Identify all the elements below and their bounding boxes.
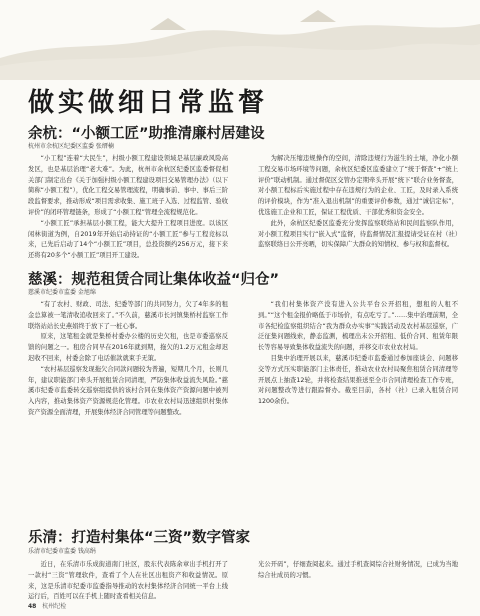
paragraph: “小额工匠”承担基层小额工程，能大大提升工程项目进度。以该区闲林街道为例，自2019年开始启动持证的“小额工匠”参与工程竞标以来，已先后启动了14个“小额工匠”项目，总投资额约256万元，接下来还将有20多个“小额工匠”项目开工建设。 [28,219,228,260]
page-title: 做实做细日常监督 [28,88,269,118]
page-footer [28,601,66,610]
section-1-right-column [258,154,458,264]
section-byline-yueqing: 乐清市纪委市监委 钱高绢 [28,548,96,555]
paragraph: “我们村集体资产没有进入公共平台公开招租，想租的人租不到。”“这个租金报价略低于市场价，有点吃亏了。”……集中治理前期，全市各纪检监察组织结合“我为群众办实事”实践活动及农村基层巡察，广泛征集问题线索，静态监测，梳理出未公开招租、低价合同、租赁年限长等容易导致集体收益流失的问题，并移交市农业农村局。 [258,301,458,352]
section-title-yueqing: 乐清：打造村集体“三资”数字管家 [28,530,251,546]
section-2-right-column [258,300,458,504]
section-byline-yuhang: 杭州市余杭区纪委区监委 张缙楠 [28,143,114,150]
paragraph: 为解决压缩违规操作的空间，清除违规行为滋生的土壤，净化小额工程交易市场环境等问题，余杭区纪委区监委建立了“统于督查”+“统上评价”联动机制。通过督促区交管办定期牵头开展“统下”联合业务督查，对小额工程标后实施过程中存在违规行为的企业、工匠，及时录入系统的评价模块，作为“准入退出机制”的重要评价参数，通过“诚信定标”，优选施工企业和工匠，保证工程优质、干部优秀和资金安全。 [258,155,458,216]
paragraph: 此外，余杭区纪委区监委充分发挥监察联络站和民间监察队作用，对小额工程项目实行“嵌入式”监督，待监督情况汇报提请受证在村（社）监察联络日公开亮晒，切实保障广大群众的知情权、参与权和监督权。 [258,219,458,249]
page-number: 48 [28,603,37,610]
section-1-left-column [28,154,228,264]
paragraph: “有了农村、财政、司法、纪委等部门的共同努力，欠了4年多的租金总算被一笔清收追收回来了。”不久前，慈溪市长河镇集桥村监察工作联络站站长史燕娟终于放下了一桩心事。 [28,301,228,330]
section-3-right-column [258,560,458,594]
journal-name: 杭州纪检 [42,603,67,610]
paragraph: “小工程”连着“大民生”，村级小额工程建设领域是基层廉政风险高发区，也是基层治理“老大难”。为此，杭州市余杭区纪委区监委督促相关部门制定出台《关于加强村级小额工程建设项目交易管理办法》（以下简称“小额工程”），优化工程交易管理流程，明确事前、事中、事后三阶段监督要求，推动形成“项目需求收集、施工班子入选、过程监管、验收评价”的闭环管理链条，形成了“小额工程”管理全流程规范化。 [28,155,228,216]
ink-landscape-header [0,0,480,80]
paragraph: 光公开码”，仔细查阅起来。通过手机查阅综合社财务情况，已成为当地综合社成员的习惯。 [258,561,458,579]
paragraph: 目集中治理开展以来，慈溪市纪委市监委通过参加座谈会、问题移交等方式压实职能部门主体责任，推动农业农村局聚焦租赁合同清理等开展点上抽查12轮，并将检查结果推送至全市合同清理检查工作专班，对问题整改等进行跟踪督办。截至目前，各村（社）已录入租赁合同1200余份。 [258,354,458,406]
paragraph: 原来，这笔租金就是集桥村委办公楼的历史欠租，也是市委巡察反馈的问题之一。租房合同早在2016年就到期，拖欠的1.2万元租金却迟迟收不回来，村委会除了电话催款就束手无策。 [28,333,228,362]
section-title-yuhang: 余杭：“小额工匠”助推清廉村居建设 [28,126,265,142]
section-3-left-column [28,560,228,601]
paragraph: 近日，在乐清市乐成街道南门社区，股东代表陈余章出手机打开了一款村“三资”管理软件，查看了个人在社区出租资产和收益情况。原来，这是乐清市纪委市监委指导推动的农村集体经济合同统一平台上线运行后，百姓可以在手机上随时查看相关信息。 [28,561,228,601]
section-title-cixi: 慈溪：规范租赁合同让集体收益“归仓” [28,272,280,288]
section-2-left-column [28,300,228,504]
paragraph: “农村基层巡察发现拖欠合同款问题较为普遍，短期几个月，长则几年，建议职能部门牵头开展租赁合同清理，严防集体收益流失风险。”慈溪市纪委市监委转交巡察组提供的该村合同在集体资产资源问题中被列入内容，推动集体资产资源规范化管理。市农业农村局迅速组织村集体资产资源全面清理，开展集体经济合同管理等问题整改。 [28,365,228,416]
section-byline-cixi: 慈溪市纪委市监委 金旭绵 [28,289,96,296]
